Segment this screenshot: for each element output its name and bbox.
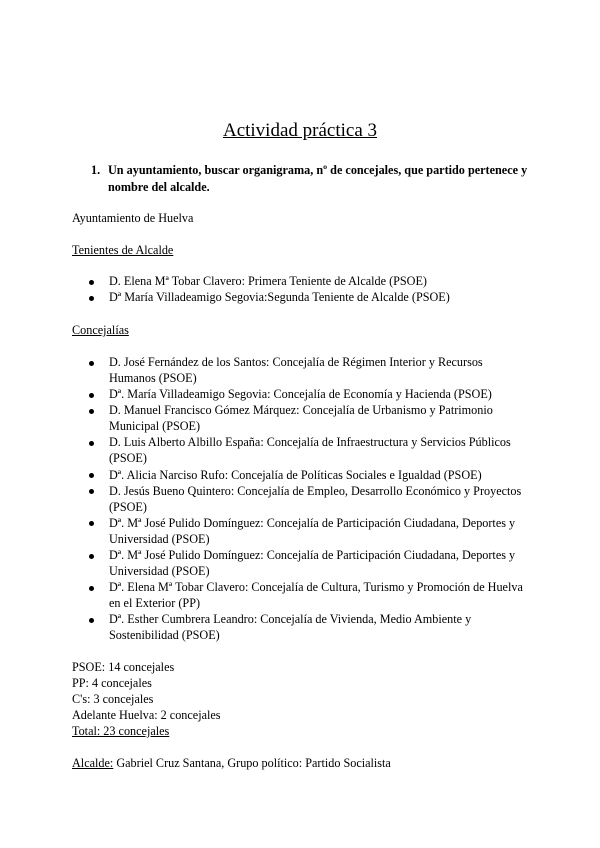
list-item: Dª. Esther Cumbrera Leandro: Concejalía de Vivienda, Medio Ambiente y Sostenibilidad (PSOE) xyxy=(72,612,532,644)
bullet-icon xyxy=(89,280,94,285)
list-item: D. Elena Mª Tobar Clavero: Primera Teniente de Alcalde (PSOE) xyxy=(72,274,532,290)
tenientes-list xyxy=(72,274,532,307)
bullet-icon xyxy=(89,586,94,591)
bullet-icon xyxy=(89,489,94,494)
alcalde-line xyxy=(72,755,391,771)
question-number: 1. xyxy=(91,163,101,177)
tenientes-heading: Tenientes de Alcalde xyxy=(72,243,174,257)
document-title: Actividad práctica 3 xyxy=(222,120,378,141)
ayuntamiento-name: Ayuntamiento de Huelva xyxy=(72,211,194,225)
list-item: Dª. Alicia Narciso Rufo: Concejalía de Políticas Sociales e Igualdad (PSOE) xyxy=(72,468,532,484)
list-item: Dª. María Villadeamigo Segovia: Concejalía de Economía y Hacienda (PSOE) xyxy=(72,387,532,403)
alcalde-label: Alcalde: xyxy=(72,756,114,770)
list-item: Dª. Mª José Pulido Domínguez: Concejalía de Participación Ciudadana, Deportes y Universidad (PSOE) xyxy=(72,548,532,580)
bullet-icon xyxy=(89,473,94,478)
concejalias-list xyxy=(72,355,532,644)
bullet-icon xyxy=(89,521,94,526)
list-item: Dª María Villadeamigo Segovia:Segunda Teniente de Alcalde (PSOE) xyxy=(72,290,532,306)
list-item: D. Manuel Francisco Gómez Márquez: Concejalía de Urbanismo y Patrimonio Municipal (PSOE) xyxy=(72,403,532,435)
summary-adelante-huelva: Adelante Huelva: 2 concejales xyxy=(72,708,221,722)
summary-cs: C's: 3 concejales xyxy=(72,692,154,706)
summary-total: Total: 23 concejales xyxy=(72,724,170,738)
bullet-icon xyxy=(89,393,94,398)
summary-pp: PP: 4 concejales xyxy=(72,676,152,690)
bullet-icon xyxy=(89,441,94,446)
list-item: D. José Fernández de los Santos: Concejalía de Régimen Interior y Recursos Humanos (PSOE) xyxy=(72,355,532,387)
list-item: D. Jesús Bueno Quintero: Concejalía de Empleo, Desarrollo Económico y Proyectos (PSOE) xyxy=(72,484,532,516)
question-text: Un ayuntamiento, buscar organigrama, nº de concejales, que partido pertenece y nombre del alcalde. xyxy=(108,163,528,194)
list-item: Dª. Mª José Pulido Domínguez: Concejalía de Participación Ciudadana, Deportes y Universidad (PSOE) xyxy=(72,516,532,548)
bullet-icon xyxy=(89,296,94,301)
bullet-icon xyxy=(89,554,94,559)
list-item: Dª. Elena Mª Tobar Clavero: Concejalía de Cultura, Turismo y Promoción de Huelva en el Exterior (PP) xyxy=(72,580,532,612)
list-item: D. Luis Alberto Albillo España: Concejalía de Infraestructura y Servicios Públicos (PSOE) xyxy=(72,435,532,467)
summary-psoe: PSOE: 14 concejales xyxy=(72,660,175,674)
bullet-icon xyxy=(89,618,94,623)
bullet-icon xyxy=(89,361,94,366)
bullet-icon xyxy=(89,409,94,414)
alcalde-value: Gabriel Cruz Santana, Grupo político: Partido Socialista xyxy=(113,756,391,770)
concejalias-heading: Concejalías xyxy=(72,323,129,337)
